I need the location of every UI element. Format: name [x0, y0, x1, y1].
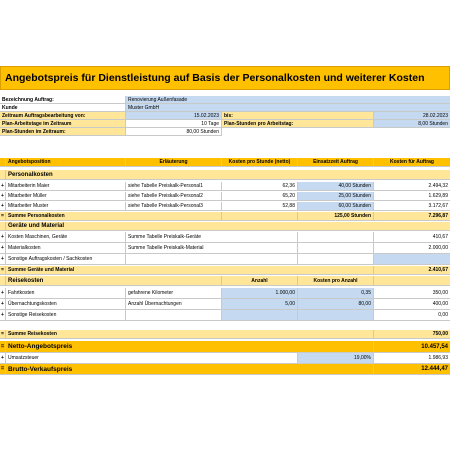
einsatzzeit-input[interactable]: 40,00 Stunden — [298, 182, 374, 191]
table-row — [0, 192, 450, 201]
sum-label: Summe Geräte und Material — [6, 266, 374, 275]
position-label: Materialkosten — [6, 243, 126, 254]
plus-sign: + — [0, 353, 6, 364]
table-row — [0, 202, 450, 211]
auftrag-label: Bezeichnung Auftrag: — [0, 96, 126, 104]
empty-cell — [298, 254, 374, 265]
kosten-pro-anzahl-input[interactable]: 80,00 — [298, 299, 374, 310]
sum-label: Summe Personalkosten — [6, 212, 222, 221]
anzahl-input[interactable]: 5,00 — [222, 299, 298, 310]
header-kosten-auftrag: Kosten für Auftrag — [374, 158, 450, 167]
section-geraete — [0, 222, 450, 231]
header-erlaeuterung: Erläuterung — [126, 158, 222, 167]
table-header — [0, 158, 450, 167]
position-label: Mitarbeiterin Maier — [6, 182, 126, 191]
erlaeuterung: siehe Tabelle Preiskalk-Personal2 — [126, 192, 222, 201]
info-row-arbeitstage — [0, 120, 450, 128]
netto-row — [0, 341, 450, 353]
bis-label: bis: — [222, 112, 374, 120]
ust-row — [0, 353, 450, 364]
kosten-value: 410,67 — [374, 232, 450, 243]
plus-sign: + — [0, 254, 6, 265]
position-label: Kosten Maschinen, Geräte — [6, 232, 126, 243]
position-label: Mitarbeiter Muster — [6, 202, 126, 211]
section-geraete-title: Geräte und Material — [6, 222, 450, 231]
plus-sign: + — [0, 310, 6, 321]
erlaeuterung: Anzahl Übernachtungen — [126, 299, 222, 310]
erlaeuterung — [126, 254, 298, 265]
kosten-value: 3.172,67 — [374, 202, 450, 211]
kunde-input[interactable]: Muster GmbH — [126, 104, 450, 112]
sonstige-kosten-input[interactable] — [374, 254, 450, 265]
section-empty — [374, 276, 450, 286]
erlaeuterung: gefahrene Kilometer — [126, 288, 222, 299]
plus-sign: + — [0, 288, 6, 299]
stunden-tag-label: Plan-Stunden pro Arbeitstag: — [222, 120, 374, 128]
header-kosten-stunde: Kosten pro Stunde (netto) — [222, 158, 298, 167]
stunden-tag-input[interactable]: 8,00 Stunden — [374, 120, 450, 128]
empty-cell — [298, 243, 374, 254]
erlaeuterung: siehe Tabelle Preiskalk-Personal1 — [126, 182, 222, 191]
ust-value: 1.986,93 — [374, 353, 450, 364]
position-label: Mitarbeiter Müller — [6, 192, 126, 201]
sum-value: 2.410,67 — [374, 266, 450, 275]
kunde-label: Kunde — [0, 104, 126, 112]
table-row — [0, 232, 450, 243]
empty-cell — [298, 232, 374, 243]
table-row — [0, 254, 450, 265]
position-label: Sonstige Auftragskosten / Sachkosten — [6, 254, 126, 265]
info-row-zeitraum — [0, 112, 450, 120]
arbeitstage-label: Plan-Arbeitstage im Zeitraum — [0, 120, 126, 128]
kosten-value: 350,00 — [374, 288, 450, 299]
col-anzahl: Anzahl — [222, 276, 298, 286]
plus-sign: + — [0, 243, 6, 254]
header-position: Angebotsposition — [6, 158, 126, 167]
sum-row-personal — [0, 212, 450, 221]
info-row-auftrag — [0, 96, 450, 104]
equals-sign: = — [0, 364, 6, 375]
einsatzzeit-input[interactable]: 25,00 Stunden — [298, 192, 374, 201]
ust-label: Umsatzsteuer — [6, 353, 298, 364]
info-row-stunden-zeitraum — [0, 128, 450, 136]
table-row — [0, 288, 450, 299]
plus-sign: + — [0, 202, 6, 211]
section-reise — [0, 276, 450, 286]
plus-sign: + — [0, 192, 6, 201]
kosten-pro-anzahl-input[interactable]: 0,35 — [298, 288, 374, 299]
sum-label: Summe Reisekosten — [6, 330, 374, 339]
sheet-title: Angebotspreis für Dienstleistung auf Basis der Personalkosten und weiterer Kosten — [0, 66, 450, 90]
equals-sign: = — [0, 330, 6, 339]
section-personal-title: Personalkosten — [6, 170, 450, 180]
stunden-zeitraum-value: 80,00 Stunden — [126, 128, 222, 136]
equals-sign: = — [0, 266, 6, 275]
plus-sign: + — [0, 299, 6, 310]
table-row — [0, 182, 450, 191]
rate-value: 65,20 — [222, 192, 298, 201]
sum-row-reise — [0, 330, 450, 339]
zeitraum-label: Zeitraum Auftragsbearbeitung von: — [0, 112, 126, 120]
section-reise-title: Reisekosten — [6, 276, 222, 286]
info-row-kunde — [0, 104, 450, 112]
equals-sign: = — [0, 212, 6, 221]
plus-sign: + — [0, 182, 6, 191]
kosten-value: 0,00 — [374, 310, 450, 321]
sum-row-geraete — [0, 266, 450, 275]
position-label: Übernachtungskosten — [6, 299, 126, 310]
kosten-value: 2.494,32 — [374, 182, 450, 191]
zeitraum-bis-input[interactable]: 28.02.2023 — [374, 112, 450, 120]
erlaeuterung — [126, 310, 222, 321]
netto-value: 10.457,54 — [374, 341, 450, 353]
erlaeuterung: Summe Tabelle Preiskalk-Geräte — [126, 232, 298, 243]
kosten-pro-anzahl-input[interactable] — [298, 310, 374, 321]
sum-value: 7.296,87 — [374, 212, 450, 221]
anzahl-input[interactable]: 1.000,00 — [222, 288, 298, 299]
zeitraum-von-input[interactable]: 15.02.2023 — [126, 112, 222, 120]
table-row — [0, 243, 450, 254]
table-row — [0, 310, 450, 321]
netto-label: Netto-Angebotspreis — [6, 341, 374, 353]
stunden-zeitraum-label: Plan-Stunden im Zeitraum: — [0, 128, 126, 136]
header-einsatzzeit: Einsatzzeit Auftrag — [298, 158, 374, 167]
sum-value: 750,00 — [374, 330, 450, 339]
arbeitstage-value: 10 Tage — [126, 120, 222, 128]
position-label: Sonstige Reisekosten — [6, 310, 126, 321]
kosten-value: 400,00 — [374, 299, 450, 310]
anzahl-input[interactable] — [222, 310, 298, 321]
ust-rate-input[interactable]: 19,00% — [298, 353, 374, 364]
sum-empty — [222, 212, 298, 221]
brutto-row — [0, 364, 450, 375]
plus-sign: + — [0, 232, 6, 243]
col-kosten-anzahl: Kosten pro Anzahl — [298, 276, 374, 286]
erlaeuterung: Summe Tabelle Preiskalk-Material — [126, 243, 298, 254]
kosten-value: 1.629,89 — [374, 192, 450, 201]
auftrag-input[interactable]: Renovierung Außenfasade — [126, 96, 450, 104]
einsatzzeit-input[interactable]: 60,00 Stunden — [298, 202, 374, 211]
sum-zeit: 125,00 Stunden — [298, 212, 374, 221]
position-label: Fahrtkosten — [6, 288, 126, 299]
kosten-value: 2.000,00 — [374, 243, 450, 254]
equals-sign: = — [0, 341, 6, 353]
erlaeuterung: siehe Tabelle Preiskalk-Personal3 — [126, 202, 222, 211]
table-row — [0, 299, 450, 310]
section-personal — [0, 170, 450, 180]
rate-value: 62,36 — [222, 182, 298, 191]
brutto-value: 12.444,47 — [374, 364, 450, 375]
rate-value: 52,88 — [222, 202, 298, 211]
brutto-label: Brutto-Verkaufspreis — [6, 364, 374, 375]
